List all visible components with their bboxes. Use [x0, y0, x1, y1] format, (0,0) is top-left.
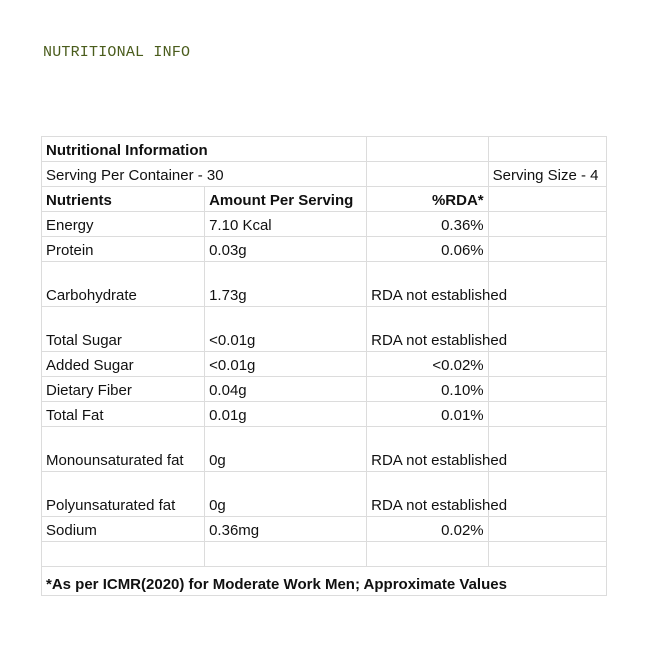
- table-row: [42, 402, 607, 427]
- empty-cell: [488, 377, 606, 402]
- empty-cell: [488, 517, 606, 542]
- nutrient-name: Total Fat: [42, 402, 205, 427]
- table-title-row: [42, 137, 607, 162]
- table-row: [42, 377, 607, 402]
- nutrient-rda: RDA not established: [367, 262, 489, 307]
- empty-cell: [488, 352, 606, 377]
- nutrition-table: [41, 136, 607, 596]
- empty-cell: [488, 402, 606, 427]
- table-row: [42, 237, 607, 262]
- empty-cell: [488, 542, 606, 567]
- nutrient-amount: <0.01g: [205, 307, 367, 352]
- nutrient-amount: <0.01g: [205, 352, 367, 377]
- serving-size: Serving Size - 4: [488, 162, 606, 187]
- empty-cell: [488, 237, 606, 262]
- table-row: [42, 352, 607, 377]
- header-row: [42, 187, 607, 212]
- table-row: [42, 262, 607, 307]
- serving-row: [42, 162, 607, 187]
- nutrient-rda: 0.01%: [367, 402, 489, 427]
- nutrient-amount: 0g: [205, 472, 367, 517]
- page-heading: NUTRITIONAL INFO: [43, 44, 191, 61]
- table-row: [42, 472, 607, 517]
- empty-cell: [488, 187, 606, 212]
- table-row: [42, 517, 607, 542]
- empty-cell: [488, 212, 606, 237]
- footnote-row: [42, 567, 607, 596]
- nutrient-name: Carbohydrate: [42, 262, 205, 307]
- nutrient-name: Sodium: [42, 517, 205, 542]
- nutrient-amount: 0g: [205, 427, 367, 472]
- spacer-row: [42, 542, 607, 567]
- header-rda: %RDA*: [367, 187, 489, 212]
- nutrient-amount: 0.03g: [205, 237, 367, 262]
- header-nutrients: Nutrients: [42, 187, 205, 212]
- table-row: [42, 212, 607, 237]
- nutrient-name: Added Sugar: [42, 352, 205, 377]
- nutrient-amount: 1.73g: [205, 262, 367, 307]
- nutrient-name: Energy: [42, 212, 205, 237]
- nutrient-rda: 0.06%: [367, 237, 489, 262]
- nutrient-rda: 0.10%: [367, 377, 489, 402]
- nutrient-rda: <0.02%: [367, 352, 489, 377]
- serving-per-container: Serving Per Container - 30: [42, 162, 367, 187]
- nutrient-amount: 0.04g: [205, 377, 367, 402]
- nutrient-name: Polyunsaturated fat: [42, 472, 205, 517]
- empty-cell: [42, 542, 205, 567]
- table-row: [42, 427, 607, 472]
- nutrient-rda: RDA not established: [367, 427, 489, 472]
- nutrient-name: Monounsaturated fat: [42, 427, 205, 472]
- nutrient-rda: RDA not established: [367, 472, 489, 517]
- nutrient-amount: 0.36mg: [205, 517, 367, 542]
- nutrient-rda: 0.36%: [367, 212, 489, 237]
- table-row: [42, 307, 607, 352]
- empty-cell: [488, 137, 606, 162]
- empty-cell: [367, 137, 489, 162]
- table-title: Nutritional Information: [42, 137, 367, 162]
- nutrient-name: Protein: [42, 237, 205, 262]
- nutrient-rda: 0.02%: [367, 517, 489, 542]
- nutrient-amount: 7.10 Kcal: [205, 212, 367, 237]
- nutrient-name: Total Sugar: [42, 307, 205, 352]
- footnote: *As per ICMR(2020) for Moderate Work Men; Approximate Values: [42, 567, 607, 596]
- nutrient-name: Dietary Fiber: [42, 377, 205, 402]
- empty-cell: [367, 542, 489, 567]
- empty-cell: [367, 162, 489, 187]
- header-amount: Amount Per Serving: [205, 187, 367, 212]
- nutrient-amount: 0.01g: [205, 402, 367, 427]
- nutrient-rda: RDA not established: [367, 307, 489, 352]
- empty-cell: [205, 542, 367, 567]
